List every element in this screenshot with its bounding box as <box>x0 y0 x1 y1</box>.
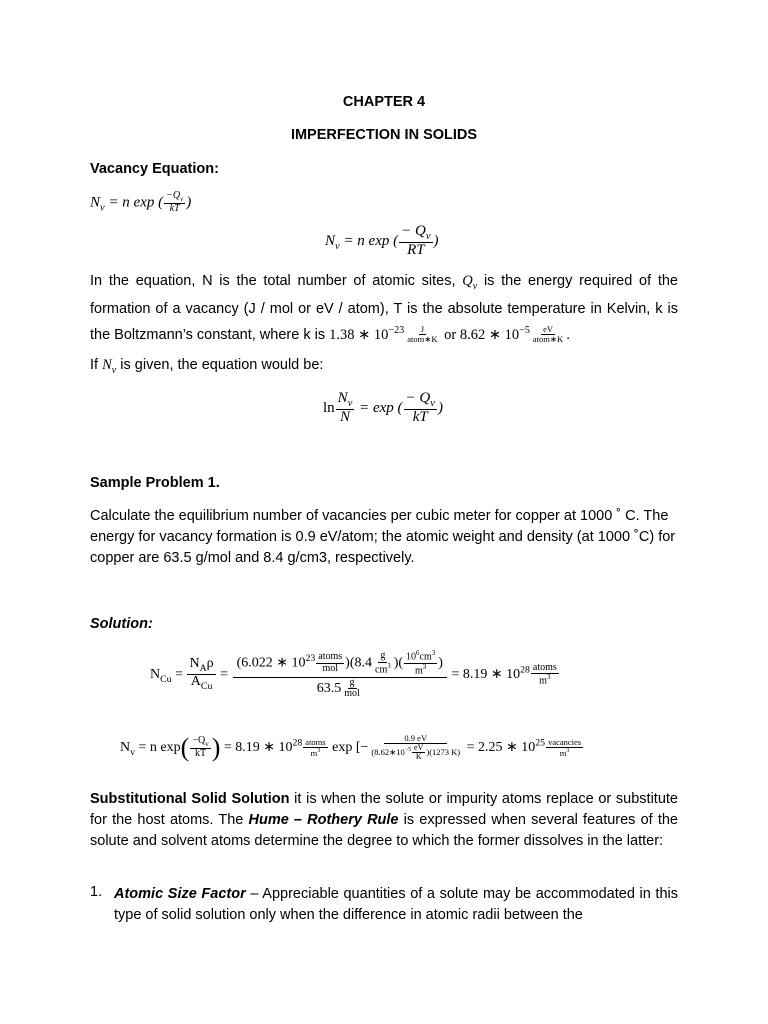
solution-heading: Solution: <box>90 616 153 632</box>
vacancy-equation-rt: $N_v = n$ exp ( $\frac{- Q_v}{RT}$ ) <box>325 223 439 259</box>
vacancy-equation-kt: $N_v = n$ exp ( $\frac{-Q_v}{kT}$ ) <box>90 190 192 215</box>
list-number: 1. <box>90 884 103 900</box>
nv-calculation: $N_v = n$ exp( $\frac{-Q_v}{kT}$ ) = 8.19 ∗ $10^{28}$ $\frac{\text{atoms}}{m^3}$ exp [− 0.9 eV ($8.62∗10^{-5}$ $\frac{eV}{K}$ )(1273 K) = 2.25 ∗ $10^{25}$ $\frac{\text{vacancies}}{m^3}$ <box>120 732 582 762</box>
ncu-calculation: $N_{Cu}$ = $\frac{N_A\rho}{A_{Cu}}$ = (6.022 ∗ $10^{23}$ $\frac{\text{atoms}}{\text{mol}}$ )(8.4 $\frac{g}{cm^3}$ )( $\frac{10^6cm^3}{m^3}$ ) 63.5 $\frac{g}{\text{mol}}$ = 8.19 ∗ $10^{28}$ $\frac{\text{atoms}}{m^3}$ <box>150 649 557 700</box>
vacancy-equation-heading: Vacancy Equation: <box>90 161 219 177</box>
chapter-label: CHAPTER 4 <box>342 94 426 110</box>
equation-description: In the equation, N is the total number of atomic sites, $Q_v$ is the energy required of the formation of a vacancy (J / mol or eV / atom), T is the absolute temperature in Kelvin, k is the Boltzmann’s constant, where k is 1.38 ∗ $10^{-23}$ $\frac{J}{\text{atom∗K}}$ or 8.62 ∗ $10^{-5}$ $\frac{eV}{\text{atom∗K}}$ . <box>90 273 678 345</box>
sample-problem-text: Calculate the equilibrium number of vacancies per cubic meter for copper at 1000 ˚ C. The energy for vacancy formation is 0.9 eV/atom; the atomic weight and density (at 1000 ˚C) for copper are 63.5 g/mol and 8.4 g/cm3, respectively. <box>90 508 676 566</box>
nv-given-text: If $N_v$ is given, the equation would be: <box>90 357 324 376</box>
ln-vacancy-equation: ln $\frac{N_v}{N}$ = exp ( $\frac{- Q_v}{kT}$ ) <box>323 390 443 426</box>
sample-problem-heading: Sample Problem 1. <box>90 475 220 491</box>
chapter-title: IMPERFECTION IN SOLIDS <box>290 127 478 143</box>
substitutional-solution-text: Substitutional Solid Solution it is when the solute or impurity atoms replace or substitute for the host atoms. The Hume – Rothery Rule is expressed when several features of the solute and solvent atoms determine the degree to which the former dissolves in the latter: <box>90 791 678 849</box>
atomic-size-factor-item: Atomic Size Factor – Appreciable quantities of a solute may be accommodated in this type of solid solution only when the difference in atomic radii between the <box>114 886 678 923</box>
